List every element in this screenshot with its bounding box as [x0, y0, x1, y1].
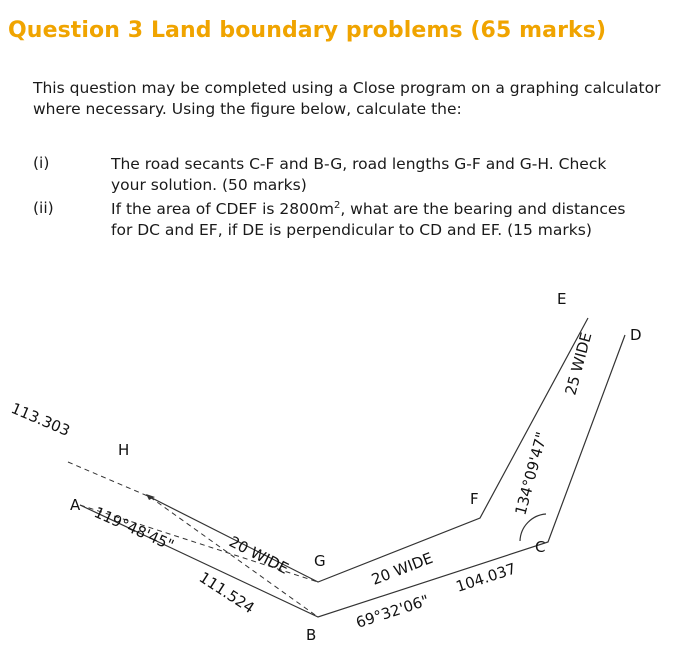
point-b-label: B — [306, 626, 317, 644]
part-ii-line2: for DC and EF, if DE is perpendicular to CD and EF. (15 marks) — [111, 221, 592, 239]
point-h-label: H — [118, 441, 130, 459]
point-a-label: A — [70, 496, 81, 514]
point-f-label: F — [470, 490, 479, 508]
road-width-right-label: 25 WIDE — [561, 330, 596, 398]
distance-113-label: 113.303 — [8, 399, 73, 440]
part-i-line1: The road secants C-F and B-G, road lengths G-F and G-H. Check — [111, 155, 607, 173]
part-i-line2: your solution. (50 marks) — [111, 176, 307, 194]
angle-arc-c — [520, 514, 546, 541]
point-d-label: D — [630, 326, 642, 344]
road-width-mid-label: 20 WIDE — [368, 548, 436, 589]
part-i-number: (i) — [33, 154, 50, 172]
intro-text: This question may be completed using a Close program on a graphing calculator where necessary. Using the figure below, calculate the: — [33, 79, 661, 118]
part-ii-line1: If the area of CDEF is $2800m^2$, what are the bearing and distances — [111, 199, 626, 218]
question-title: Question 3 Land boundary problems (65 marks) — [8, 18, 607, 43]
angle-a-label: 119°48'45" — [91, 503, 177, 555]
part-ii-number: (ii) — [33, 199, 54, 217]
distance-111-label: 111.524 — [195, 568, 258, 618]
angle-c-label: 134°09'47" — [511, 429, 551, 518]
point-c-label: C — [535, 538, 546, 556]
road-upper-boundary — [148, 318, 588, 582]
secant-a-h — [68, 462, 150, 497]
road-lower-boundary — [80, 335, 625, 617]
point-e-label: E — [557, 290, 567, 308]
road-width-left-label: 20 WIDE — [226, 532, 292, 578]
point-g-label: G — [314, 552, 326, 570]
distance-104-label: 104.037 — [453, 559, 519, 596]
angle-b-label: 69°32'06" — [353, 591, 432, 632]
